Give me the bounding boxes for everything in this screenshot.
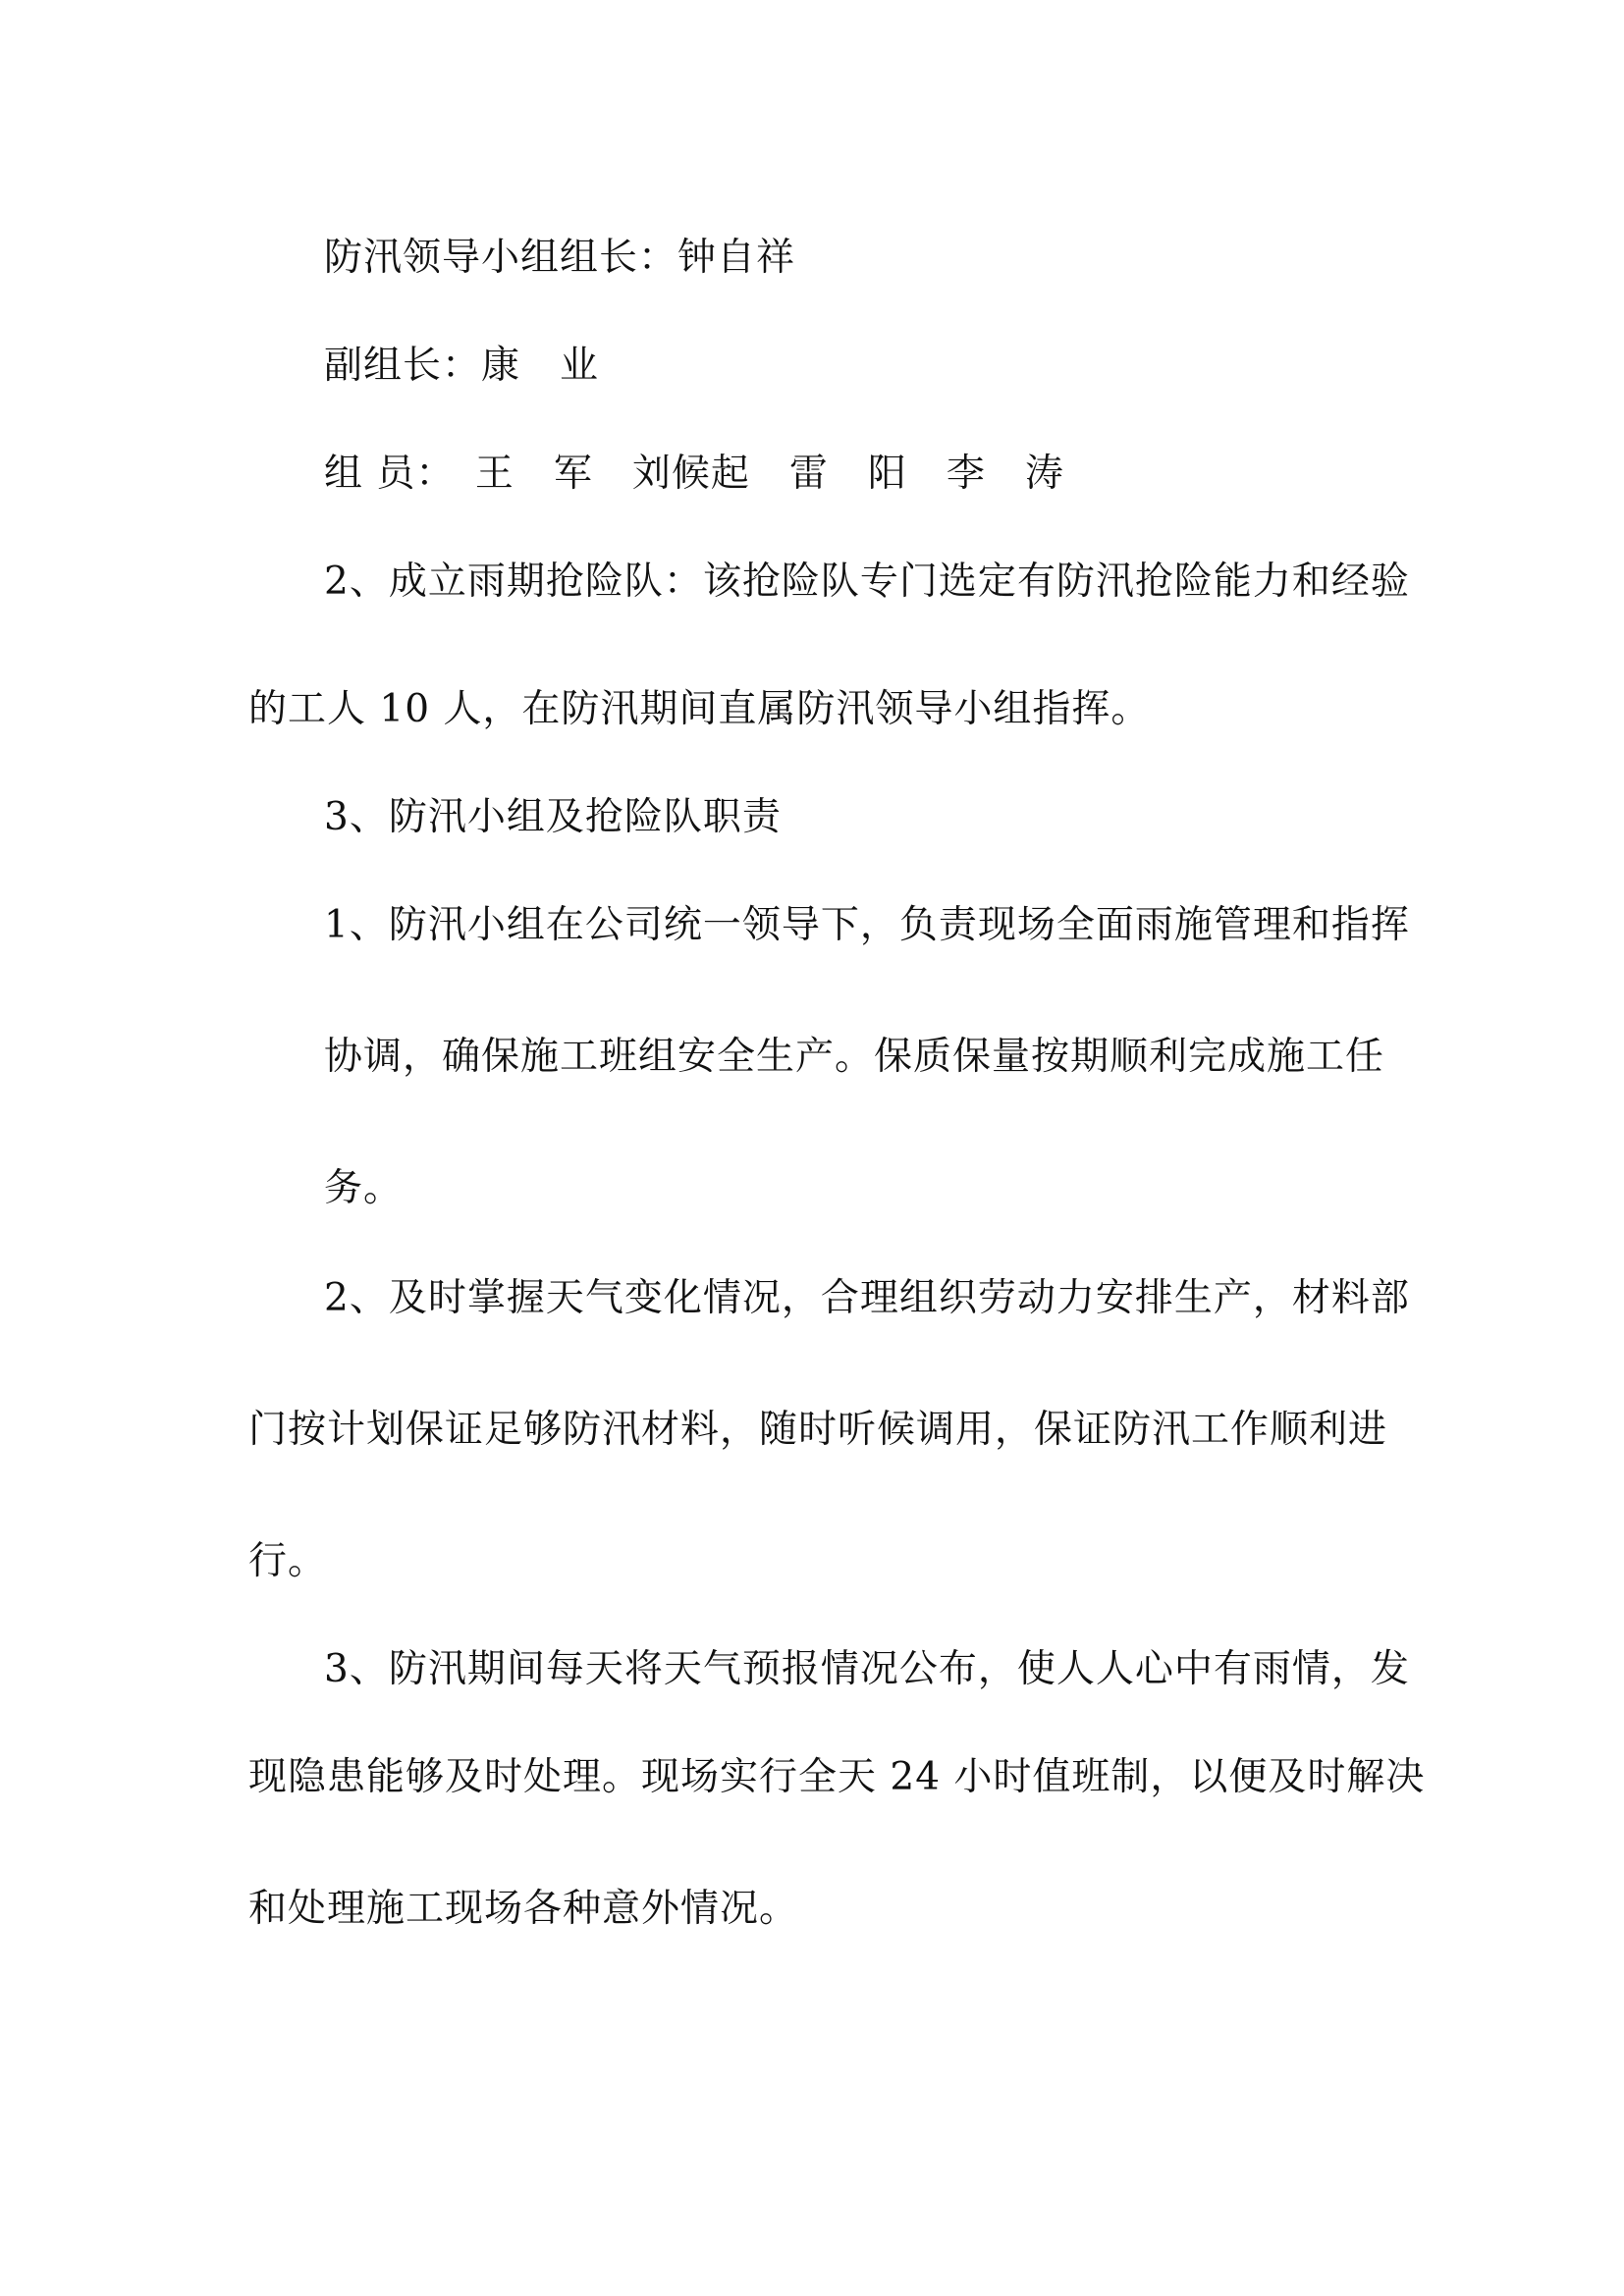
text-line-duty-1: 1、防汛小组在公司统一领导下，负责现场全面雨施管理和指挥	[324, 903, 1410, 947]
text-line-rescue-team-2: 的工人 10 人，在防汛期间直属防汛领导小组指挥。	[248, 687, 1151, 731]
text-line-duties-heading: 3、防汛小组及抢险队职责	[324, 795, 782, 839]
text-line-duty-2-cont: 门按计划保证足够防汛材料，随时听候调用，保证防汛工作顺利进	[248, 1408, 1388, 1452]
text-line-duty-3-cont: 现隐患能够及时处理。现场实行全天 24 小时值班制，以便及时解决	[248, 1755, 1426, 1799]
text-line-members: 组 员： 王 军 刘候起 雷 阳 李 涛	[324, 452, 1064, 496]
text-line-leader: 防汛领导小组组长：钟自祥	[324, 236, 796, 280]
text-line-duty-1-end: 务。	[324, 1166, 404, 1210]
text-line-rescue-team: 2、成立雨期抢险队：该抢险队专门选定有防汛抢险能力和经验	[324, 560, 1410, 604]
text-line-duty-1-cont: 协调，确保施工班组安全生产。保质保量按期顺利完成施工任	[324, 1035, 1385, 1079]
text-line-deputy: 副组长：康 业	[324, 344, 600, 388]
text-line-duty-2-end: 行。	[248, 1539, 328, 1583]
text-line-duty-3: 3、防汛期间每天将天气预报情况公布，使人人心中有雨情，发	[324, 1647, 1410, 1691]
text-line-duty-2: 2、及时掌握天气变化情况，合理组织劳动力安排生产，材料部	[324, 1276, 1410, 1320]
text-line-duty-3-end: 和处理施工现场各种意外情况。	[248, 1887, 799, 1931]
